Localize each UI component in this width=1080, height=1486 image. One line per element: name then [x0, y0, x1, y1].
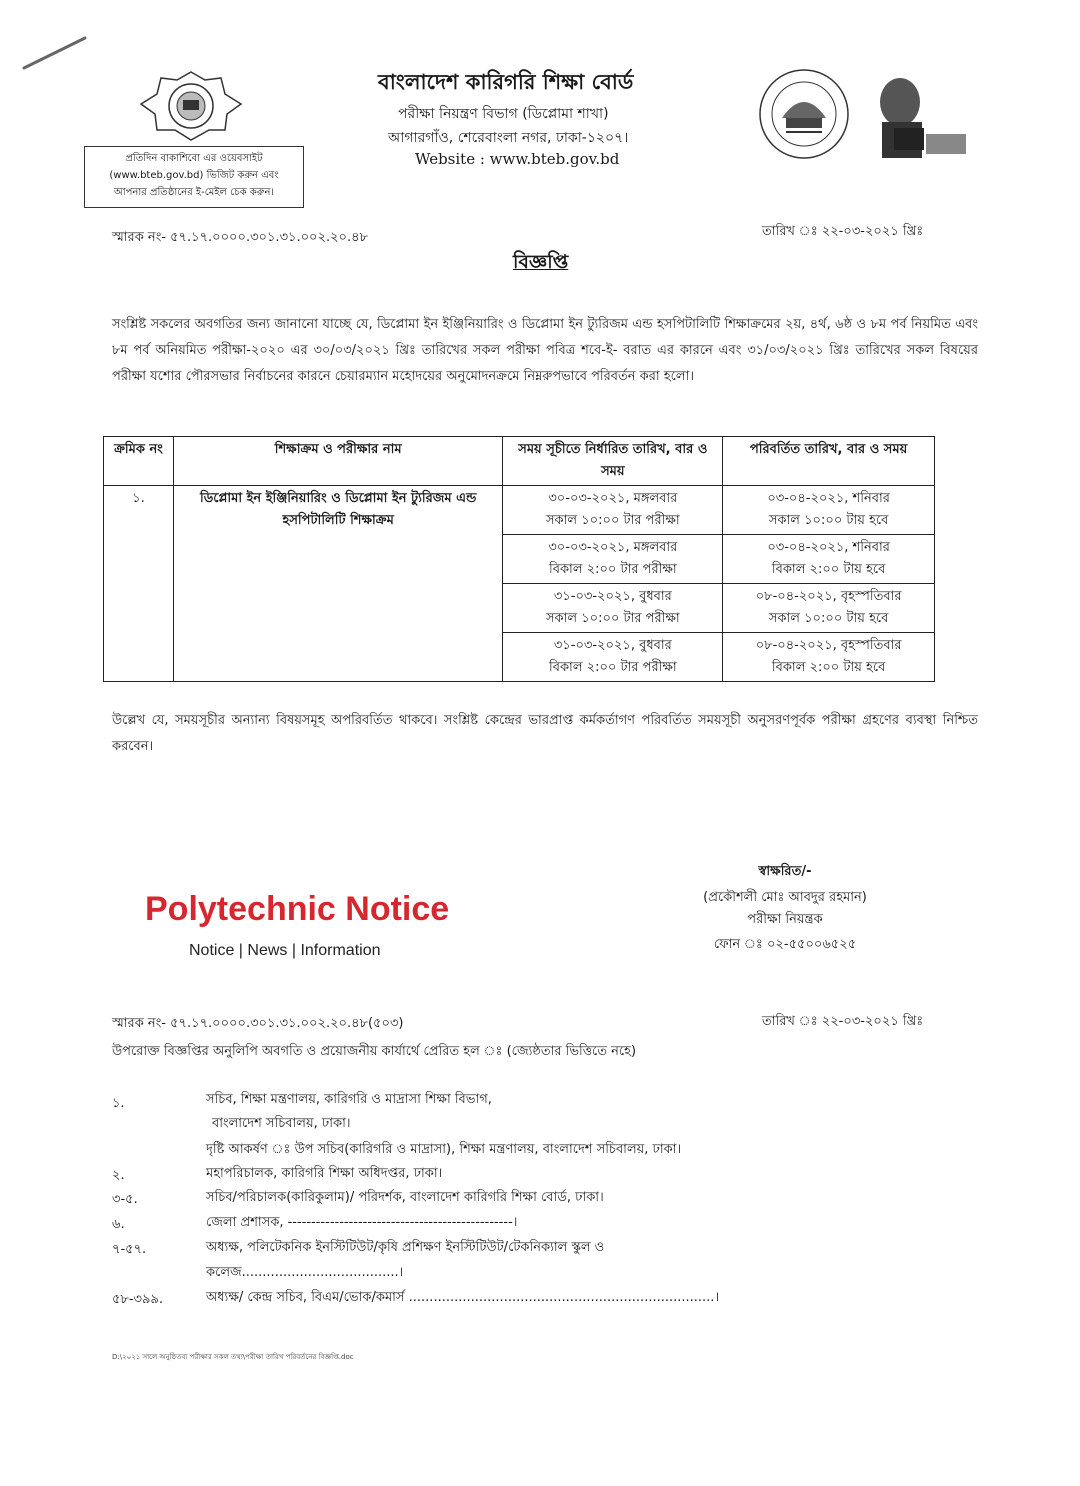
watermark-subtitle: Notice | News | Information [189, 942, 381, 959]
pen-mark [10, 30, 90, 75]
website-box-line1: প্রতিদিন বাকাশিবো এর ওয়েবসাইট [125, 153, 263, 164]
col-serial: ক্রমিক নং [104, 437, 174, 486]
watermark-title: Polytechnic Notice [145, 890, 450, 928]
dist-item: কলেজ......................................। [206, 1265, 404, 1280]
dist-item: দৃষ্টি আকর্ষণ ঃ উপ সচিব(কারিগরি ও মাদ্রাসা), শিক্ষা মন্ত্রণালয়, বাংলাদেশ সচিবালয়, ঢাকা। [206, 1142, 682, 1157]
dist-num: ৫৮-৩৯৯. [112, 1292, 164, 1307]
signatory-name: (প্রকৌশলী মোঃ আবদুর রহমান) [703, 890, 867, 905]
signatory-designation: পরীক্ষা নিয়ন্ত্রক [747, 912, 823, 927]
new-schedule-cell: ০৩-০৪-২০২১, শনিবার বিকাল ২:০০ টায় হবে [723, 535, 935, 584]
copy-date: তারিখ ঃ ২২-০৩-২০২১ খ্রিঃ [762, 1014, 924, 1029]
memo-number: স্মারক নং- ৫৭.১৭.০০০০.৩০১.৩১.০০২.২০.৪৮ [112, 230, 368, 245]
header-address: আগারগাঁও, শেরেবাংলা নগর, ঢাকা-১২০৭। [388, 130, 629, 146]
header-website: Website : www.bteb.gov.bd [415, 150, 620, 168]
new-schedule-cell: ০৩-০৪-২০২১, শনিবার সকাল ১০:০০ টায় হবে [723, 486, 935, 535]
col-program: শিক্ষাক্রম ও পরীক্ষার নাম [173, 437, 503, 486]
old-schedule-cell: ৩১-০৩-২০২১, বুধবার সকাল ১০:০০ টার পরীক্ষা [503, 584, 723, 633]
serial-cell: ১. [104, 486, 174, 682]
notice-date: তারিখ ঃ ২২-০৩-২০২১ খ্রিঃ [762, 224, 924, 239]
website-box-line3: আপনার প্রতিষ্ঠানের ই-মেইল চেক করুন। [113, 187, 274, 198]
dist-item: অধ্যক্ষ/ কেন্দ্র সচিব, বিএম/ভোক/কমার্স ..........................................................................। [206, 1290, 720, 1305]
header-department: পরীক্ষা নিয়ন্ত্রণ বিভাগ (ডিপ্লোমা শাখা) [398, 106, 609, 122]
closing-paragraph: উল্লেখ যে, সময়সূচীর অন্যান্য বিষয়সমূহ অপরিবর্তিত থাকবে। সংশ্লিষ্ট কেন্দ্রের ভারপ্রাপ্ত কর্মকর্তাগণ পরিবর্তিত সময়সূচী অনুসরণপূর্বক পরীক্ষা গ্রহণের ব্যবস্থা নিশ্চিত করবেন। [112, 713, 978, 754]
table-row [104, 486, 935, 535]
dist-item: অধ্যক্ষ, পলিটেকনিক ইনস্টিটিউট/কৃষি প্রশিক্ষণ ইনস্টিটিউট/টেকনিক্যাল স্কুল ও [206, 1240, 605, 1255]
copy-line: উপরোক্ত বিজ্ঞপ্তির অনুলিপি অবগতি ও প্রয়োজনীয় কার্যার্থে প্রেরিত হল ঃ (জ্যেষ্ঠতার ভিত্তিতে নহে) [112, 1044, 637, 1059]
signature-signed: স্বাক্ষরিত/- [758, 864, 812, 879]
old-schedule-cell: ৩০-০৩-২০২১, মঙ্গলবার বিকাল ২:০০ টার পরীক্ষা [503, 535, 723, 584]
schedule-table [103, 436, 935, 682]
program-cell: ডিপ্লোমা ইন ইঞ্জিনিয়ারিং ও ডিপ্লোমা ইন ট্যুরিজম এন্ড হসপিটালিটি শিক্ষাক্রম [173, 486, 503, 682]
dist-item: জেলা প্রশাসক, ------------------------------------------------। [206, 1215, 518, 1230]
website-box [84, 146, 304, 208]
footer-file-path: D:\২০২১ সালে অনুষ্ঠিতব্য পরীক্ষার সকল তথ্য\পরীক্ষা তারিখ পরিবর্তনের বিজ্ঞপ্তি.doc [112, 1353, 354, 1361]
dist-num: ৬. [112, 1217, 125, 1232]
dist-item: বাংলাদেশ সচিবালয়, ঢাকা। [212, 1116, 351, 1131]
dist-num: ৩-৫. [112, 1192, 138, 1207]
website-box-line2: (www.bteb.gov.bd) ভিজিট করুন এবং [109, 170, 279, 181]
dist-num: ৭-৫৭. [112, 1242, 147, 1257]
dist-item: সচিব/পরিচালক(কারিকুলাম)/ পরিদর্শক, বাংলাদেশ কারিগরি শিক্ষা বোর্ড, ঢাকা। [206, 1190, 604, 1205]
memo-number-copy: স্মারক নং- ৫৭.১৭.০০০০.৩০১.৩১.০০২.২০.৪৮(৫০৩) [112, 1016, 404, 1031]
intro-paragraph: সংশ্লিষ্ট সকলের অবগতির জন্য জানানো যাচ্ছে যে, ডিপ্লোমা ইন ইঞ্জিনিয়ারিং ও ডিপ্লোমা ইন ট্যুরিজম এন্ড হসপিটালিটি শিক্ষাক্রমের ২য়, ৪র্থ, ৬ষ্ঠ ও ৮ম পর্ব নিয়মিত এবং ৮ম পর্ব অনিয়মিত পরীক্ষা-২০২০ এর ৩০/০৩/২০২১ খ্রিঃ তারিখের সকল পরীক্ষা পবিত্র শবে-ই- বরাত এর কারনে এবং ৩১/০৩/২০২১ খ্রিঃ তারিখের সকল বিষয়ের পরীক্ষা যশোর পৌরসভার নির্বাচনের কারনে চেয়ারম্যান মহোদয়ের অনুমোদনক্রমে নিম্নরুপভাবে পরিবর্তন করা হলো। [112, 317, 978, 384]
portrait-icon [860, 72, 970, 162]
header-title: বাংলাদেশ কারিগরি শিক্ষা বোর্ড [378, 70, 634, 94]
old-schedule-cell: ৩১-০৩-২০২১, বুধবার বিকাল ২:০০ টার পরীক্ষা [503, 633, 723, 682]
col-new-schedule: পরিবর্তিত তারিখ, বার ও সময় [723, 437, 935, 486]
dist-num: ২. [112, 1168, 125, 1183]
new-schedule-cell: ০৮-০৪-২০২১, বৃহস্পতিবার সকাল ১০:০০ টায় হবে [723, 584, 935, 633]
notice-title: বিজ্ঞপ্তি [513, 251, 569, 273]
mujib-borsho-seal-icon [752, 66, 862, 162]
col-old-schedule: সময় সূচীতে নির্ধারিত তারিখ, বার ও সময় [503, 437, 723, 486]
dist-item: সচিব, শিক্ষা মন্ত্রণালয়, কারিগরি ও মাদ্রাসা শিক্ষা বিভাগ, [206, 1092, 492, 1107]
dist-num: ১. [112, 1096, 125, 1111]
old-schedule-cell: ৩০-০৩-২০২১, মঙ্গলবার সকাল ১০:০০ টার পরীক্ষা [503, 486, 723, 535]
table-header-row [104, 437, 935, 486]
bteb-logo-icon [135, 70, 247, 142]
signatory-phone: ফোন ঃ ০২-৫৫০০৬৫২৫ [713, 937, 857, 952]
new-schedule-cell: ০৮-০৪-২০২১, বৃহস্পতিবার বিকাল ২:০০ টায় হবে [723, 633, 935, 682]
dist-item: মহাপরিচালক, কারিগরি শিক্ষা অধিদপ্তর, ঢাকা। [206, 1166, 443, 1181]
